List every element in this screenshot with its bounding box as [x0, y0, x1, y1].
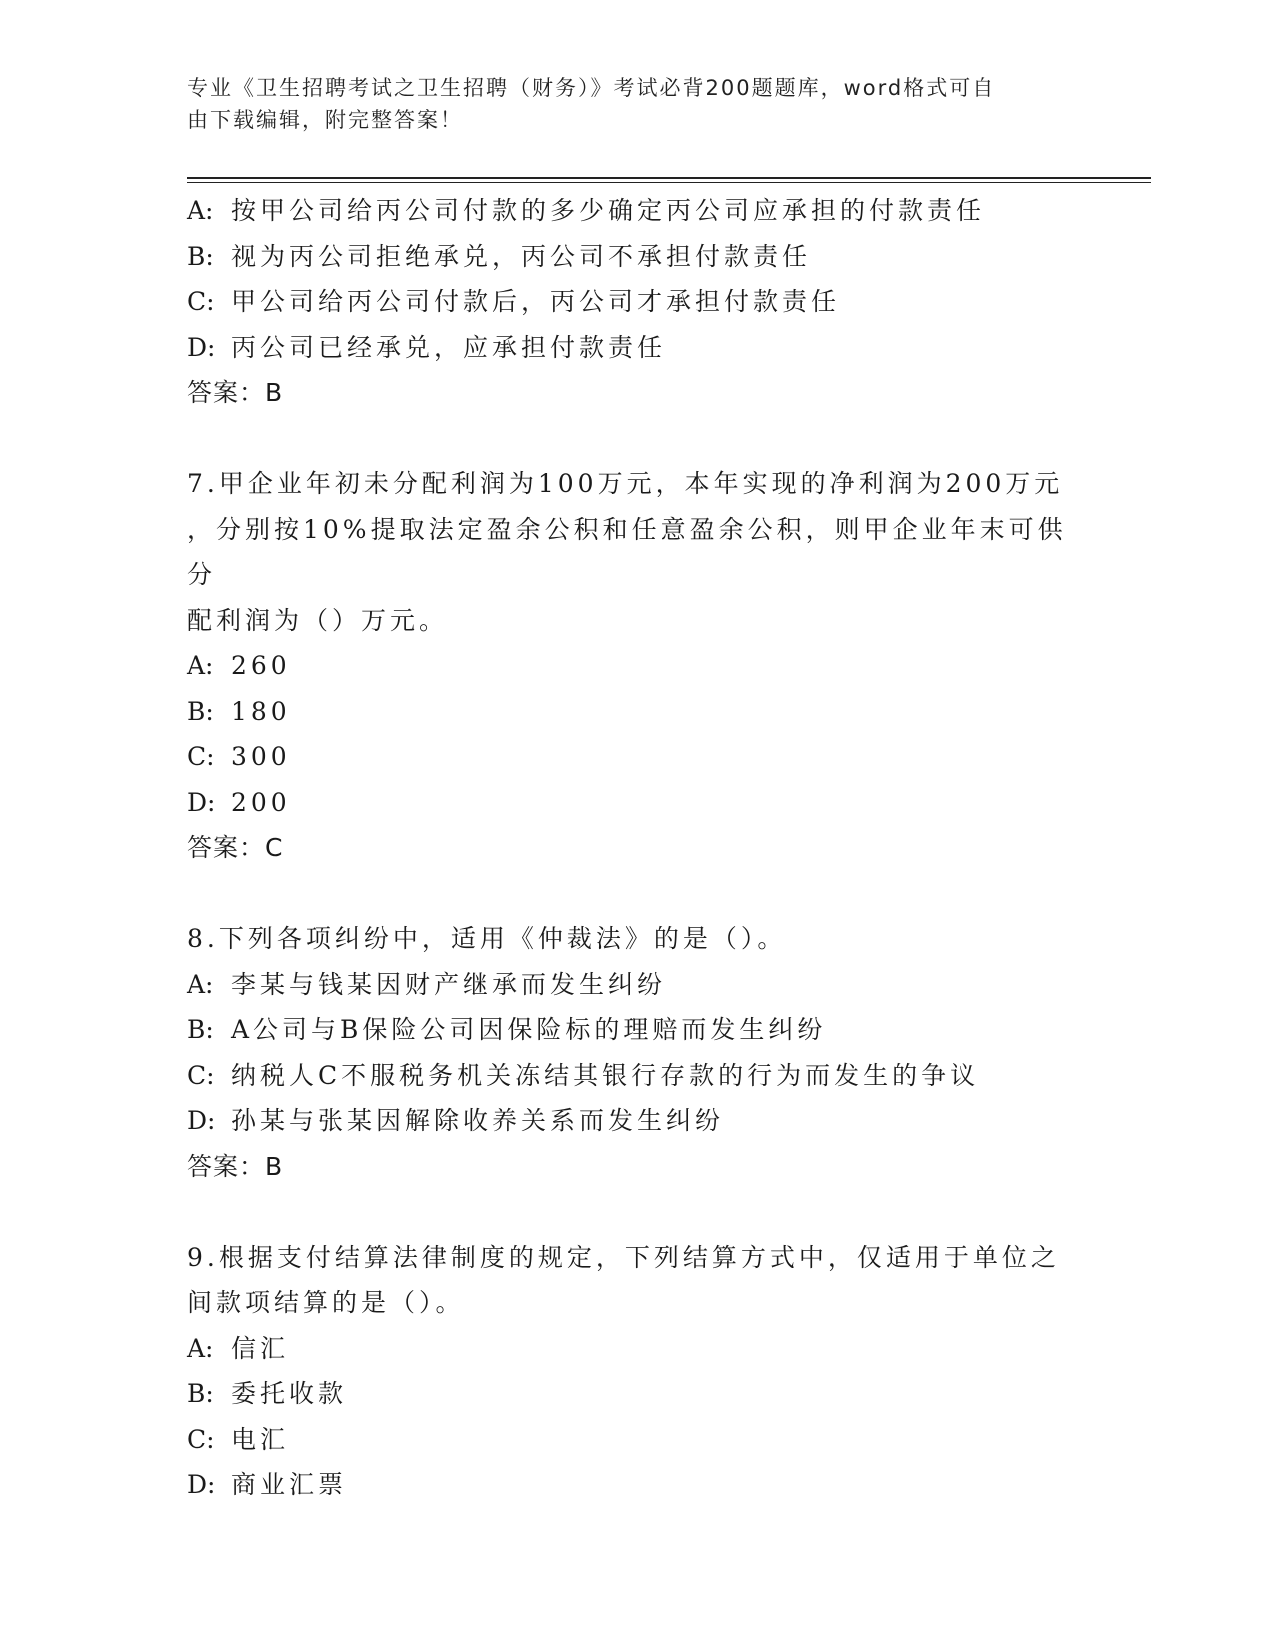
option-text: 孙某与张某因解除收养关系而发生纠纷	[231, 1106, 725, 1135]
spacer	[187, 1189, 1087, 1235]
option-label: B:	[187, 241, 214, 271]
option-d	[187, 1462, 1087, 1508]
option-text: 甲公司给丙公司付款后，丙公司才承担付款责任	[231, 287, 841, 316]
header-divider-thick	[187, 177, 1151, 179]
option-label: C:	[187, 1060, 215, 1090]
document-body	[187, 188, 1087, 1508]
question-block-8	[187, 916, 1087, 1189]
answer-line: 答案：B	[187, 378, 284, 407]
option-text: 200	[231, 787, 291, 817]
option-label: A:	[187, 651, 214, 680]
option-a	[187, 962, 1087, 1008]
option-label: C:	[187, 287, 215, 316]
option-c	[187, 1417, 1087, 1463]
option-a	[187, 188, 1087, 234]
option-a	[187, 1326, 1087, 1372]
option-text: 按甲公司给丙公司付款的多少确定丙公司应承担的付款责任	[231, 196, 986, 225]
question-block-prev	[187, 188, 1087, 416]
answer-line: 答案：C	[187, 833, 284, 862]
option-label: D:	[187, 787, 216, 817]
option-label: C:	[187, 1424, 215, 1454]
option-text: 委托收款	[231, 1379, 348, 1408]
option-b	[187, 234, 1087, 280]
option-label: D:	[187, 1106, 216, 1135]
header-divider-thin	[187, 182, 1151, 183]
option-text: 信汇	[231, 1333, 290, 1363]
header-line-1: 专业《卫生招聘考试之卫生招聘（财务）》考试必背200题题库，word格式可自	[187, 76, 996, 100]
option-text: 260	[231, 651, 291, 680]
option-c	[187, 1053, 1087, 1099]
option-a	[187, 643, 1087, 689]
header-line-2: 由下载编辑，附完整答案！	[187, 108, 463, 132]
option-text: 李某与钱某因财产继承而发生纠纷	[231, 969, 667, 999]
option-label: A:	[187, 196, 214, 225]
option-label: B:	[187, 1015, 214, 1044]
question-line: 9.根据支付结算法律制度的规定，下列结算方式中，仅适用于单位之	[187, 1242, 1060, 1272]
option-label: C:	[187, 742, 215, 771]
spacer	[187, 416, 1087, 462]
option-text: 180	[231, 696, 291, 726]
option-text: 商业汇票	[231, 1470, 348, 1499]
question-line: ，分别按10%提取法定盈余公积和任意盈余公积，则甲企业年末可供分	[187, 514, 1067, 589]
question-line: 7.甲企业年初未分配利润为100万元，本年实现的净利润为200万元	[187, 469, 1064, 498]
question-line: 8.下列各项纠纷中，适用《仲裁法》的是（）。	[187, 924, 787, 953]
option-label: A:	[187, 1333, 214, 1363]
option-b	[187, 1371, 1087, 1417]
option-c	[187, 279, 1087, 325]
option-d	[187, 325, 1087, 371]
question-block-7	[187, 461, 1087, 871]
option-label: D:	[187, 332, 216, 362]
question-line: 配利润为（）万元。	[187, 605, 449, 635]
option-text: 纳税人C不服税务机关冻结其银行存款的行为而发生的争议	[231, 1060, 980, 1090]
option-text: A公司与B保险公司因保险标的理赔而发生纠纷	[231, 1015, 827, 1044]
option-text: 300	[231, 742, 291, 771]
spacer	[187, 871, 1087, 917]
option-b	[187, 689, 1087, 735]
question-line: 间款项结算的是（）。	[187, 1288, 465, 1317]
document-header	[187, 72, 1067, 136]
option-label: A:	[187, 969, 214, 999]
option-d	[187, 780, 1087, 826]
option-label: B:	[187, 696, 214, 726]
option-label: B:	[187, 1379, 214, 1408]
answer-line: 答案：B	[187, 1151, 284, 1181]
question-block-9	[187, 1235, 1087, 1508]
option-text: 丙公司已经承兑，应承担付款责任	[231, 332, 667, 362]
option-label: D:	[187, 1470, 216, 1499]
option-text: 电汇	[231, 1424, 290, 1454]
option-d	[187, 1098, 1087, 1144]
option-text: 视为丙公司拒绝承兑，丙公司不承担付款责任	[231, 241, 812, 271]
option-b	[187, 1007, 1087, 1053]
option-c	[187, 734, 1087, 780]
